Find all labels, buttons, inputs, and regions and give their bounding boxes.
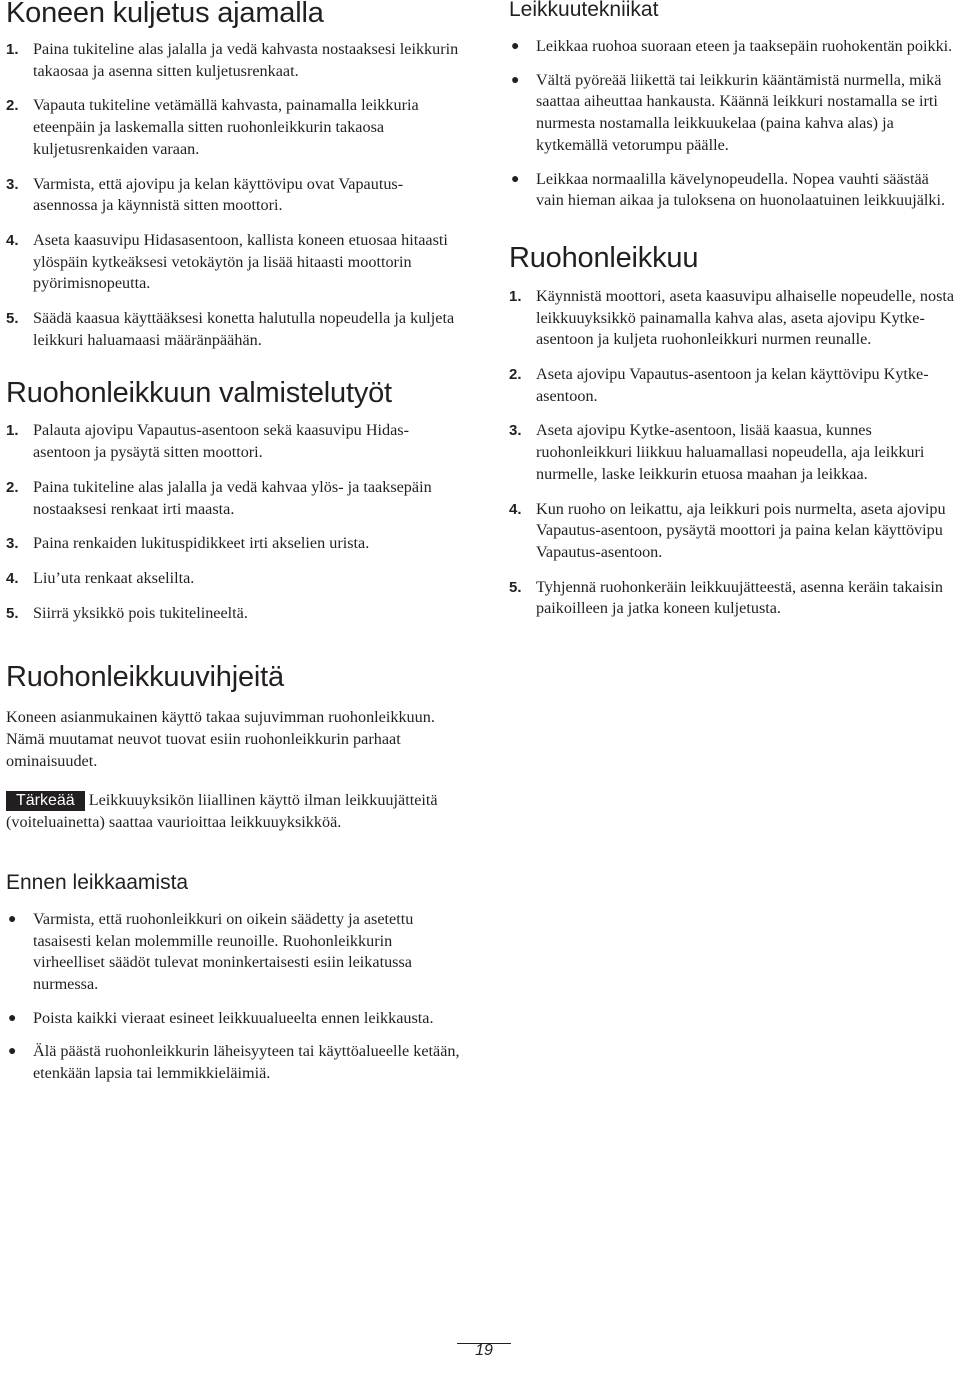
- list-item: 4. Aseta kaasuvipu Hidasasentoon, kallista koneen etuosaa hitaasti ylöspäin kytkeäksesi vetokäytön ja lisää hitaasti moottorin pyörimisnopeutta.: [6, 230, 448, 293]
- list-item: 5. Säädä kaasua käyttääksesi konetta halutulla nopeudella ja kuljeta leikkuri haluamaasi määränpäähän.: [6, 309, 455, 349]
- preparation-steps: [6, 420, 466, 624]
- heading-transport: Koneen kuljetus ajamalla: [6, 0, 324, 29]
- important-note: [6, 790, 466, 833]
- list-item: 2. Aseta ajovipu Vapautus-asentoon ja kelan käyttövipu Kytke-asentoon.: [509, 365, 929, 405]
- left-column: [6, 0, 466, 1085]
- bullet-icon: ●: [511, 171, 520, 187]
- tips-intro: Koneen asianmukainen käyttö takaa sujuvimman ruohonleikkuun. Nämä muutamat neuvot tuovat esiin ruohonleikkurin parhaat ominaisuudet.: [6, 708, 435, 770]
- list-item: ● Leikkaa ruohoa suoraan eteen ja taaksepäin ruohokentän poikki.: [509, 36, 959, 58]
- list-item: 1. Paina tukiteline alas jalalla ja vedä kahvasta nostaaksesi leikkurin takaosaa ja asenna sitten kuljetusrenkaat.: [6, 40, 459, 80]
- list-item: 2. Paina tukiteline alas jalalla ja vedä kahvaa ylös- ja taaksepäin nostaaksesi renkaat irti maasta.: [6, 477, 432, 518]
- techniques-list: [509, 36, 959, 212]
- list-item: 2. Vapauta tukiteline vetämällä kahvasta, painamalla leikkuria eteenpäin ja laskemalla sitten ruohonleikkurin takaosa kuljetusrenkaiden varaan.: [6, 96, 419, 158]
- list-item: ● Älä päästä ruohonleikkurin läheisyyteen tai käyttöalueelle ketään, etenkään lapsia tai lemmikkieläimiä.: [8, 1042, 460, 1083]
- bullet-icon: ●: [8, 911, 17, 927]
- list-item: 4. Kun ruoho on leikattu, aja leikkuri pois nurmelta, aseta ajovipu Vapautus-asentoon, pysäytä moottori ja paina kelan käyttövipu Vapautus-asentoon.: [509, 499, 946, 561]
- before-mowing-list: [6, 909, 466, 1085]
- list-item: 3. Varmista, että ajovipu ja kelan käyttövipu ovat Vapautus-asennossa ja käynnistä sitten moottori.: [6, 174, 404, 215]
- heading-before-mowing: Ennen leikkaamista: [6, 870, 189, 894]
- heading-mowing: Ruohonleikkuu: [509, 241, 699, 274]
- list-item: ● Vältä pyöreää liikettä tai leikkurin kääntämistä nurmella, mikä saattaa aiheuttaa hankausta. Käännä leikkuri nostamalla se irti nurmesta nostamalla leikkuukelaa (paina kahva alas) ja kytkemällä vetorumpu päälle.: [511, 70, 942, 154]
- list-item: 1. Käynnistä moottori, aseta kaasuvipu alhaiselle nopeudelle, nosta leikkuuyksikkö painamalla kahva alas, aseta ajovipu Kytke-asentoon ja kuljeta ruohonleikkuri nurmen reunalle.: [509, 286, 955, 349]
- bullet-icon: ●: [511, 72, 520, 88]
- transport-steps: [6, 39, 466, 351]
- important-text: Leikkuuyksikön liiallinen käyttö ilman leikkuujätteitä (voiteluainetta) saattaa vaurioittaa leikkuuyksikköä.: [6, 791, 438, 832]
- list-item: 3. Aseta ajovipu Kytke-asentoon, lisää kaasua, kunnes ruohonleikkuri liikkuu haluamallasi nopeudella, aja leikkuri nurmelle, laske leikkurin etuosa maahan ja leikkaa.: [509, 421, 925, 483]
- list-item: ● Leikkaa normaalilla kävelynopeudella. Nopea vauhti säästää vain hieman aikaa ja tuloksena on huonolaatuinen leikkuujälki.: [511, 169, 946, 210]
- list-item: 3. Paina renkaiden lukituspidikkeet irti akselien urista.: [6, 534, 370, 553]
- page-number: 19: [475, 1342, 493, 1359]
- heading-techniques: Leikkuutekniikat: [509, 0, 659, 21]
- list-item: ● Poista kaikki vieraat esineet leikkuualueelta ennen leikkausta.: [6, 1008, 466, 1030]
- list-item: 4. Liu’uta renkaat akselilta.: [6, 568, 195, 587]
- list-item: ● Varmista, että ruohonleikkuri on oikein säädetty ja asetettu tasaisesti kelan molemmille reunoille. Ruohonleikkurin virheelliset säädöt tulevat moninkertaisesti esiin leikatussa nurmessa.: [8, 909, 414, 993]
- mowing-steps: [509, 286, 959, 620]
- important-badge: Tärkeää: [6, 791, 85, 811]
- bullet-icon: ●: [8, 1044, 17, 1060]
- bullet-icon: ●: [511, 39, 520, 54]
- list-item: 1. Palauta ajovipu Vapautus-asentoon sekä kaasuvipu Hidas-asentoon ja pysäytä sitten moottori.: [6, 421, 409, 462]
- list-item: 5. Siirrä yksikkö pois tukitelineeltä.: [6, 603, 248, 622]
- bullet-icon: ●: [8, 1010, 17, 1026]
- right-column: [509, 0, 959, 620]
- heading-preparation: Ruohonleikkuun valmistelutyöt: [6, 377, 392, 410]
- list-item: 5. Tyhjennä ruohonkeräin leikkuujätteestä, asenna keräin takaisin paikoilleen ja jatka koneen kuljetusta.: [509, 577, 944, 618]
- heading-tips: Ruohonleikkuuvihjeitä: [6, 661, 284, 694]
